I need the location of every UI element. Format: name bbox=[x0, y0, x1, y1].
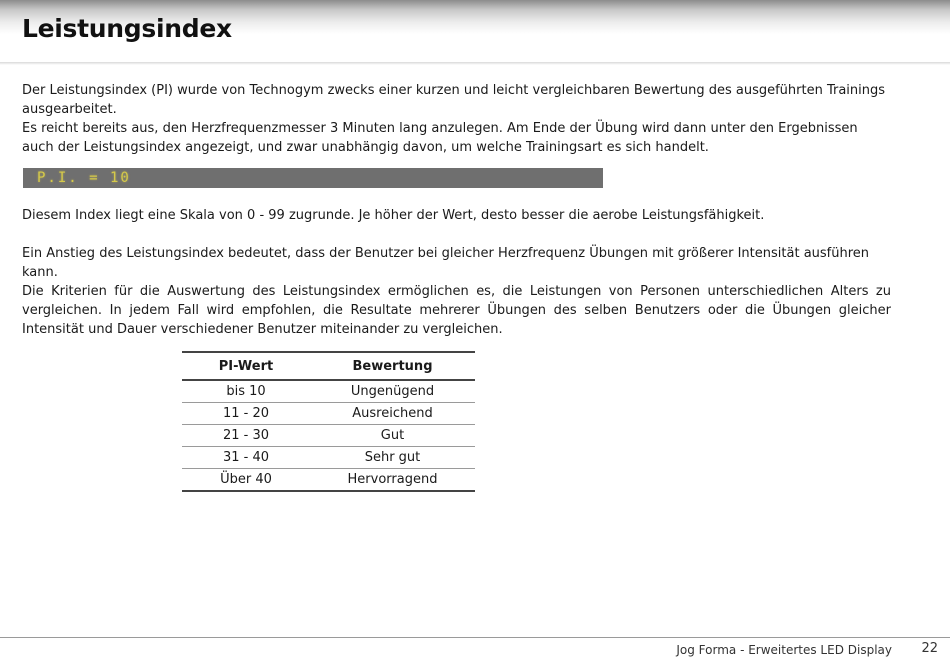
table-row bbox=[182, 380, 475, 403]
table-cell-pi: bis 10 bbox=[182, 380, 310, 403]
column-header-pi-value: PI-Wert bbox=[218, 358, 274, 374]
page-number: 22 bbox=[921, 641, 938, 656]
heart-rate-paragraph: Es reicht bereits aus, den Herzfrequenzmesser 3 Minuten lang anzulegen. Am Ende der Übung wird dann unter den Ergebnissen auch der Leistungsindex angezeigt, und zwar unabhängig davon, um welche Trainingsart es sich handelt. bbox=[22, 121, 858, 155]
table-cell-pi: Über 40 bbox=[182, 469, 310, 492]
intro-paragraph: Der Leistungsindex (PI) wurde von Technogym zwecks einer kurzen und leicht vergleichbaren Bewertung des ausgeführten Trainings ausgearbeitet. bbox=[22, 83, 886, 117]
table-row bbox=[182, 447, 475, 469]
table-cell-rating: Sehr gut bbox=[310, 447, 475, 469]
criteria-paragraph: Die Kriterien für die Auswertung des Leistungsindex ermöglichen es, die Leistungen von Personen unterschiedlichen Alters zu vergleichen. In jedem Fall wird empfohlen, die Resultate mehrerer Übungen des selben Benutzers oder die Übungen gleicher Intensität und Dauer verschiedener Benutzer miteinander zu vergleichen. bbox=[22, 284, 891, 337]
table-row bbox=[182, 469, 475, 492]
scale-paragraph: Diesem Index liegt eine Skala von 0 - 99 zugrunde. Je höher der Wert, desto besser die aerobe Leistungsfähigkeit. bbox=[22, 208, 765, 223]
column-header-rating: Bewertung bbox=[352, 358, 433, 374]
led-readout: P.I. = 10 bbox=[37, 170, 131, 186]
table-cell-rating: Gut bbox=[310, 425, 475, 447]
pi-rating-table bbox=[182, 351, 475, 492]
table-cell-rating: Ausreichend bbox=[310, 403, 475, 425]
page-title: Leistungsindex bbox=[22, 14, 232, 43]
table-cell-pi: 21 - 30 bbox=[182, 425, 310, 447]
led-display-example bbox=[23, 168, 603, 188]
footer-document-title: Jog Forma - Erweitertes LED Display bbox=[676, 643, 892, 657]
increase-paragraph: Ein Anstieg des Leistungsindex bedeutet, dass der Benutzer bei gleicher Herzfrequenz Übungen mit größerer Intensität ausführen kann. bbox=[22, 246, 870, 280]
header-shadow bbox=[0, 62, 950, 65]
table-cell-rating: Ungenügend bbox=[310, 380, 475, 403]
footer-divider bbox=[0, 637, 950, 638]
table-row bbox=[182, 403, 475, 425]
table-header-row bbox=[182, 352, 475, 380]
table-cell-pi: 31 - 40 bbox=[182, 447, 310, 469]
table-cell-pi: 11 - 20 bbox=[182, 403, 310, 425]
table-cell-rating: Hervorragend bbox=[310, 469, 475, 492]
table-row bbox=[182, 425, 475, 447]
